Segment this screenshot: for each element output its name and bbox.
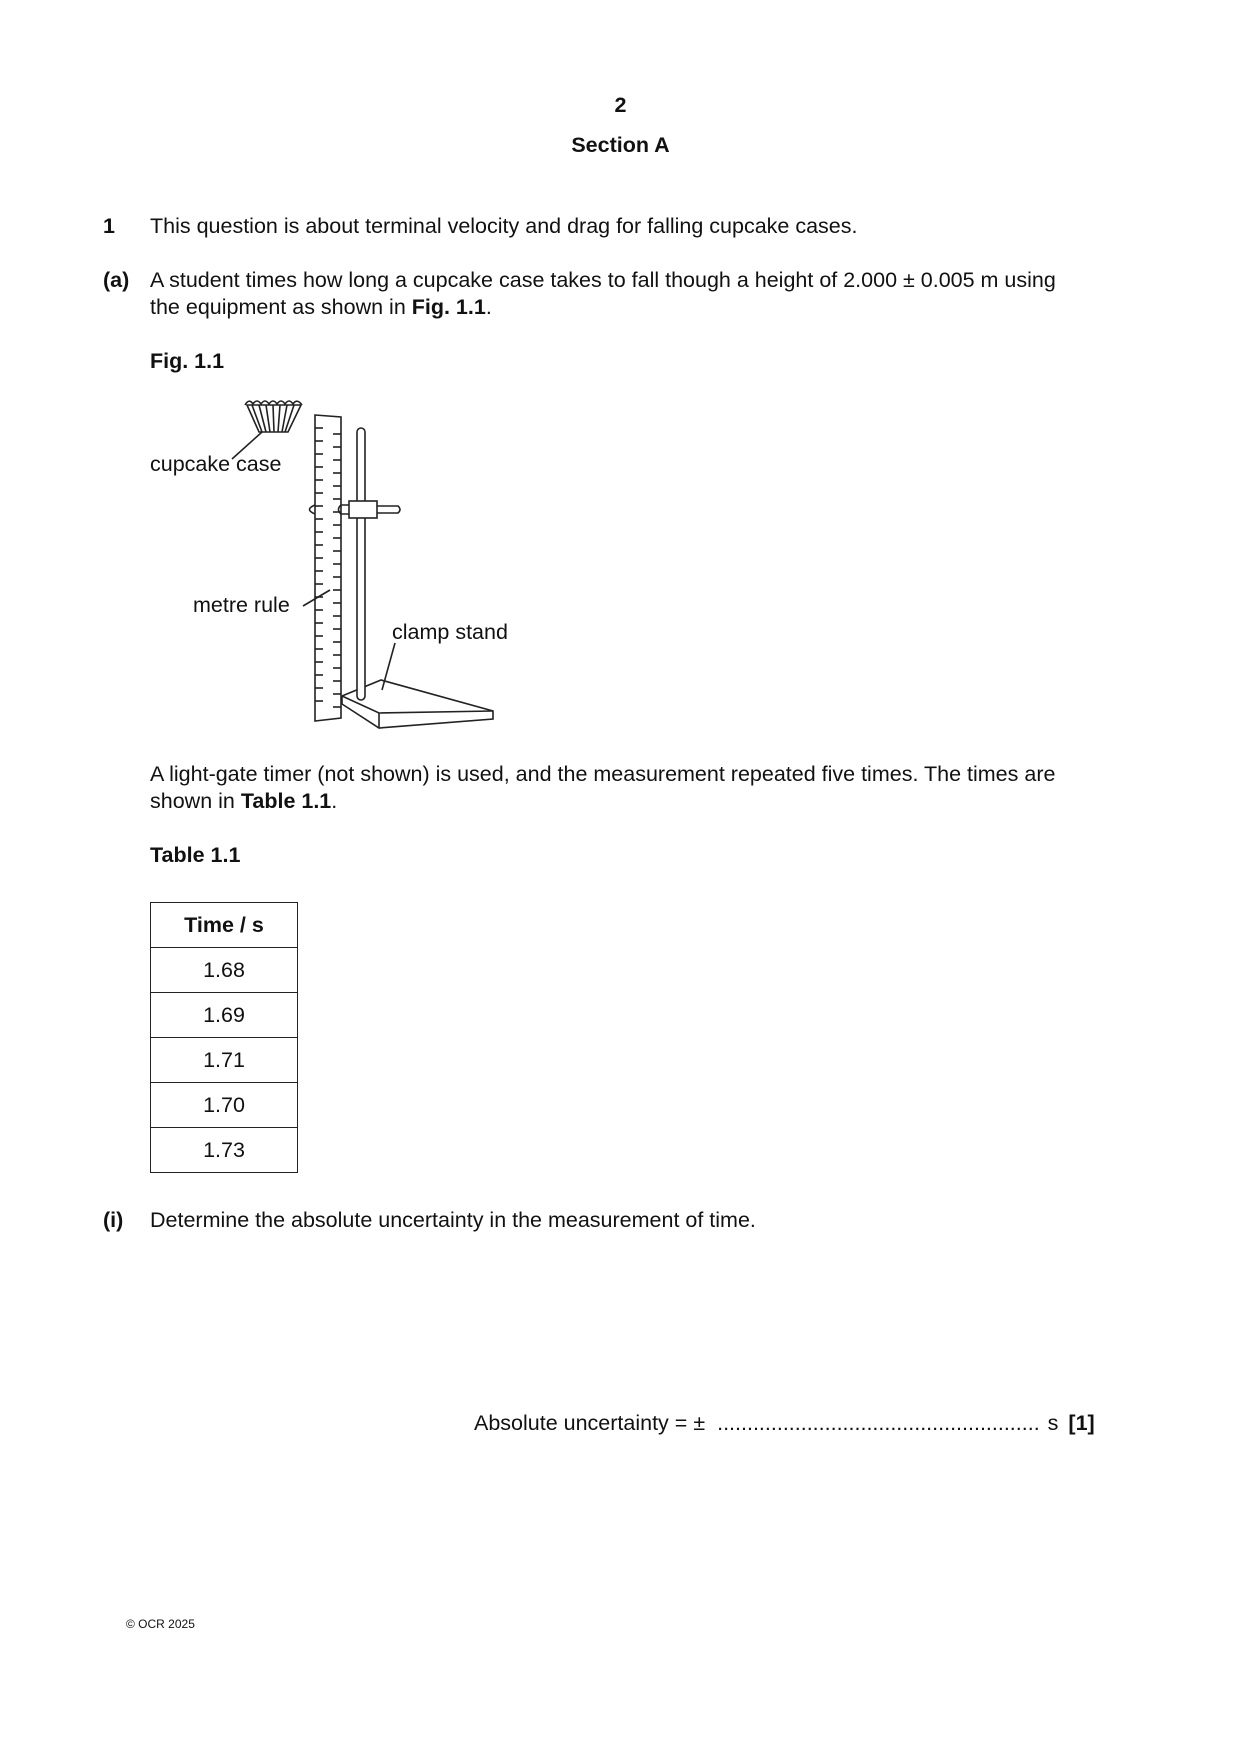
section-title: Section A	[571, 133, 670, 157]
label-clamp-stand: clamp stand	[392, 620, 508, 644]
table-cell: 1.69	[151, 993, 298, 1038]
figure-caption: Fig. 1.1	[150, 349, 225, 373]
part-a-line2-suffix: .	[485, 295, 492, 319]
question-stem: This question is about terminal velocity and drag for falling cupcake cases.	[150, 214, 858, 238]
table-cell: 1.68	[151, 948, 298, 993]
part-a-label: (a)	[103, 268, 130, 292]
answer-prefix: Absolute uncertainty = ±	[474, 1411, 706, 1435]
table-caption: Table 1.1	[150, 843, 241, 867]
table-row	[151, 948, 298, 993]
part-a-line2-prefix: the equipment as shown in	[150, 295, 412, 319]
table-row	[151, 993, 298, 1038]
marks-badge: [1]	[1068, 1411, 1095, 1435]
table-cell: 1.73	[151, 1128, 298, 1173]
metre-rule-drawing	[303, 415, 341, 721]
table-row	[151, 1038, 298, 1083]
paragraph-line2-prefix: shown in	[150, 789, 241, 813]
table-header-time: Time / s	[151, 903, 298, 948]
table-row	[151, 1128, 298, 1173]
table-reference: Table 1.1	[240, 789, 332, 813]
label-metre-rule: metre rule	[193, 593, 290, 617]
table-row	[151, 1083, 298, 1128]
fig-reference: Fig. 1.1	[411, 295, 486, 319]
answer-line	[474, 1410, 1095, 1437]
label-cupcake-case: cupcake case	[150, 452, 282, 476]
times-table	[150, 902, 298, 1173]
fig-1-1-apparatus-diagram	[0, 0, 1241, 760]
copyright-footer: © OCR 2025	[126, 1617, 195, 1631]
table-header-row	[151, 903, 298, 948]
part-i-label: (i)	[103, 1208, 124, 1232]
answer-unit: s	[1047, 1411, 1059, 1435]
cupcake-case-drawing	[232, 401, 302, 459]
answer-blank[interactable]: ......................................................	[717, 1411, 1040, 1435]
question-number: 1	[103, 214, 115, 238]
part-i-text: Determine the absolute uncertainty in the measurement of time.	[150, 1208, 756, 1232]
part-a-line1: A student times how long a cupcake case takes to fall though a height of 2.000 ± 0.005 m using	[150, 268, 1056, 292]
page-number: 2	[614, 93, 627, 117]
paragraph-line2	[150, 788, 337, 815]
table-cell: 1.71	[151, 1038, 298, 1083]
paragraph-line2-suffix: .	[331, 789, 338, 813]
table-cell: 1.70	[151, 1083, 298, 1128]
paragraph-line1: A light-gate timer (not shown) is used, and the measurement repeated five times. The times are	[150, 762, 1056, 786]
